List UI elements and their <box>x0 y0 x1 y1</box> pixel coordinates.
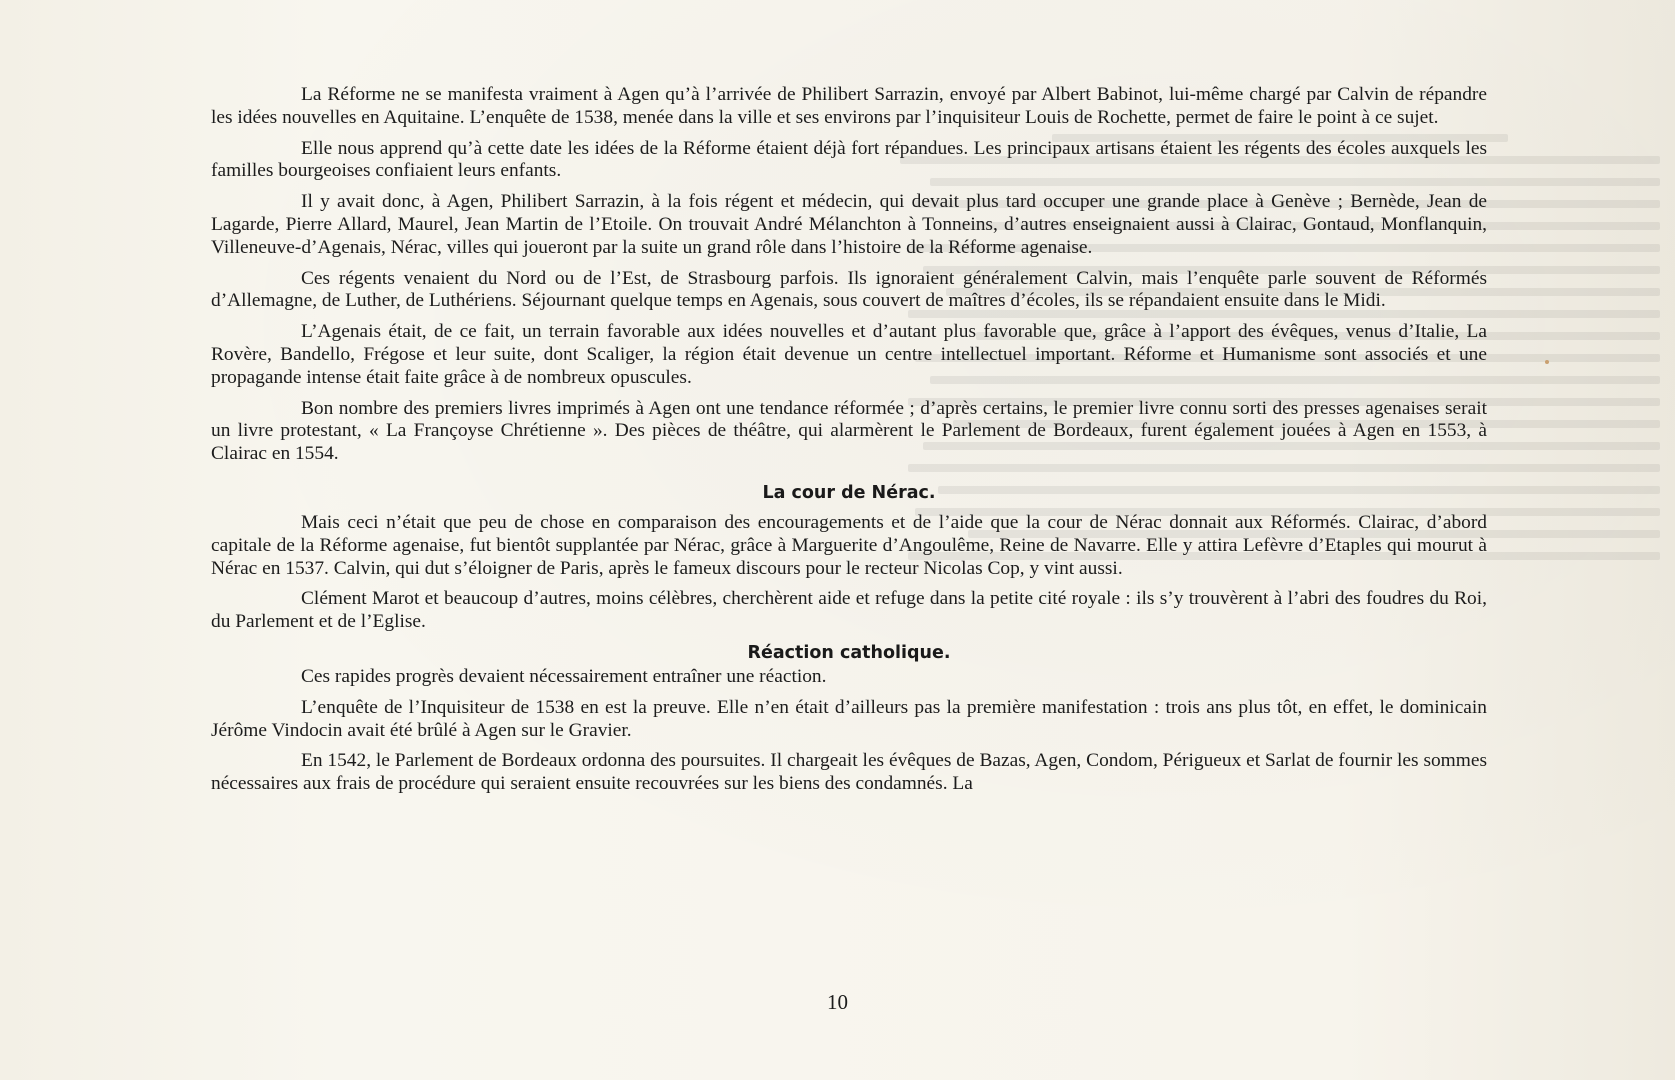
page-body <box>211 84 1487 804</box>
paper-speck <box>1545 360 1549 364</box>
paragraph: La Réforme ne se manifesta vraiment à Agen qu’à l’arrivée de Philibert Sarrazin, envoyé par Albert Babinot, lui-même chargé par Calvin de répandre les idées nouvelles en Aquitaine. L’enquête de 1538, menée dans la ville et ses environs par l’inquisiteur Louis de Rochette, permet de faire le point à ce sujet. <box>211 84 1487 128</box>
paragraph: L’Agenais était, de ce fait, un terrain favorable aux idées nouvelles et d’autant plus favorable que, grâce à l’apport des évêques, venus d’Italie, La Rovère, Bandello, Frégose et leur suite, dont Scaliger, la région était devenue un centre intellectuel important. Réforme et Humanisme sont associés et une propagande intense était faite grâce à de nombreux opuscules. <box>211 321 1487 388</box>
paragraph: Mais ceci n’était que peu de chose en comparaison des encouragements et de l’aide que la cour de Nérac donnait aux Réformés. Clairac, d’abord capitale de la Réforme agenaise, fut bientôt supplantée par Nérac, grâce à Marguerite d’Angoulême, Reine de Navarre. Elle y attira Lefèvre d’Etaples qui mourut à Nérac en 1537. Calvin, qui dut s’éloigner de Paris, après le fameux discours pour le recteur Nicolas Cop, y vint aussi. <box>211 511 1487 579</box>
paragraph: Clément Marot et beaucoup d’autres, moins célèbres, cherchèrent aide et refuge dans la petite cité royale : ils s’y trouvèrent à l’abri des foudres du Roi, du Parlement et de l’Eglise. <box>211 588 1487 633</box>
paragraph: Bon nombre des premiers livres imprimés à Agen ont une tendance réformée ; d’après certains, le premier livre connu sorti des presses agenaises serait un livre protestant, « La Françoyse Chrétienne ». Des pièces de théâtre, qui alarmèrent le Parlement de Bordeaux, furent également jouées à Agen en 1553, à Clairac en 1554. <box>211 397 1487 465</box>
section-heading-cour-de-nerac: La cour de Nérac. <box>762 482 936 503</box>
paragraph: Ces régents venaient du Nord ou de l’Est, de Strasbourg parfois. Ils ignoraient généralement Calvin, mais l’enquête parle souvent de Réformés d’Allemagne, de Luther, de Luthériens. Séjournant quelque temps en Agenais, sous couvert de maîtres d’écoles, ils se répandaient ensuite dans le Midi. <box>211 267 1487 312</box>
paragraph: Ces rapides progrès devaient nécessairement entraîner une réaction. <box>301 665 827 687</box>
paragraph: Il y avait donc, à Agen, Philibert Sarrazin, à la fois régent et médecin, qui devait plus tard occuper une grande place à Genève ; Bernède, Jean de Lagarde, Pierre Allard, Maurel, Jean Martin de l’Etoile. On trouvait André Mélanchton à Tonneins, d’autres enseignaient aussi à Clairac, Gontaud, Monflanquin, Villeneuve-d’Agenais, Nérac, villes qui joueront par la suite un grand rôle dans l’histoire de la Réforme agenaise. <box>211 191 1487 258</box>
page-number: 10 <box>827 990 848 1014</box>
paragraph: Elle nous apprend qu’à cette date les idées de la Réforme étaient déjà fort répandues. Les principaux artisans étaient les régents des écoles auxquels les familles bourgeoises confiaient leurs enfants. <box>211 137 1487 182</box>
paragraph: L’enquête de l’Inquisiteur de 1538 en est la preuve. Elle n’en était d’ailleurs pas la première manifestation : trois ans plus tôt, en effet, le dominicain Jérôme Vindocin avait été brûlé à Agen sur le Gravier. <box>211 696 1487 741</box>
paragraph: En 1542, le Parlement de Bordeaux ordonna des poursuites. Il chargeait les évêques de Bazas, Agen, Condom, Périgueux et Sarlat de fournir les sommes nécessaires aux frais de procédure qui seraient ensuite recouvrées sur les biens des condamnés. La <box>211 750 1487 795</box>
section-heading-reaction-catholique: Réaction catholique. <box>747 642 951 663</box>
